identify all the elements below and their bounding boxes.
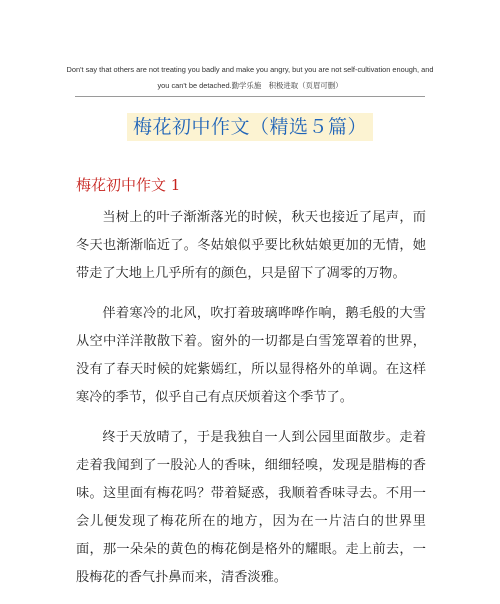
paragraph-3: 终于天放晴了，于是我独自一人到公园里面散步。走着走着我闻到了一股沁人的香味，细细轻嗅，发现是腊梅的香味。这里面有梅花吗？带着疑惑，我顺着香味寻去。不用一会儿便发现了梅花所在的地方，因为在一片洁白的世界里面，那一朵朵的黄色的梅花倒是格外的耀眼。走上前去，一股梅花的香气扑鼻而来，清香淡雅。 xyxy=(76,430,426,585)
page-header-note xyxy=(60,62,440,94)
paragraph-2: 伴着寒冷的北风，吹打着玻璃哗哗作响，鹅毛般的大雪从空中洋洋散散下着。窗外的一切都是白雪笼罩着的世界，没有了春天时候的姹紫嫣红，所以显得格外的单调。在这样寒冷的季节，似乎自己有点厌烦着这个季节了。 xyxy=(76,306,426,405)
header-divider xyxy=(75,96,425,97)
document-title: 梅花初中作文（精选５篇） xyxy=(127,113,373,141)
section-heading: 梅花初中作文 1 xyxy=(76,176,181,194)
article-body xyxy=(76,204,426,604)
header-note-chinese: 勤学乐施 积极进取（页眉可删） xyxy=(231,81,343,90)
header-note-english: Don't say that others are not treating you badly and make you angry, but you are not self-cultivation enough, and you can't be detached. xyxy=(66,65,434,90)
title-container xyxy=(0,113,500,141)
paragraph-1: 当树上的叶子渐渐落光的时候，秋天也接近了尾声，而冬天也渐渐临近了。冬姑娘似乎要比秋姑娘更加的无情，她带走了大地上几乎所有的颜色，只是留下了凋零的万物。 xyxy=(76,210,426,281)
